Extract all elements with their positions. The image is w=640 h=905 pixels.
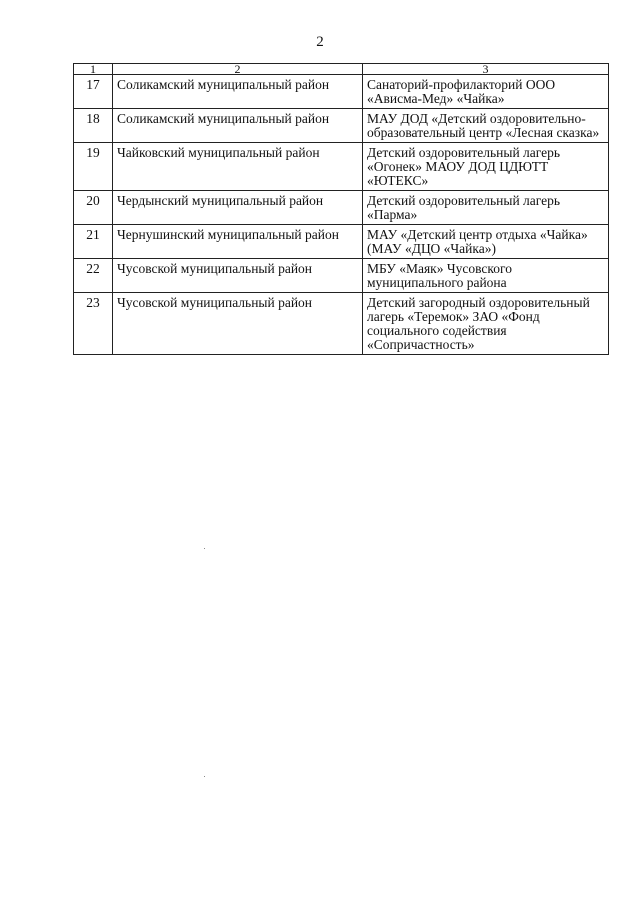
district-cell: Соликамский муниципальный район <box>113 109 363 143</box>
table-row <box>74 143 609 191</box>
row-number: 20 <box>74 191 113 225</box>
column-header-1: 1 <box>74 64 113 75</box>
row-number: 22 <box>74 259 113 293</box>
row-number: 23 <box>74 293 113 355</box>
row-number: 19 <box>74 143 113 191</box>
table-row <box>74 75 609 109</box>
facility-cell: МАУ «Детский центр отдыха «Чайка» (МАУ «ДЦО «Чайка») <box>363 225 609 259</box>
district-cell: Чернушинский муниципальный район <box>113 225 363 259</box>
table-row <box>74 259 609 293</box>
camps-table <box>73 63 609 355</box>
scan-speck <box>204 548 205 549</box>
district-cell: Чусовской муниципальный район <box>113 293 363 355</box>
row-number: 21 <box>74 225 113 259</box>
column-header-3: 3 <box>363 64 609 75</box>
table-row <box>74 109 609 143</box>
scan-speck <box>204 776 205 777</box>
district-cell: Чердынский муниципальный район <box>113 191 363 225</box>
district-cell: Чусовской муниципальный район <box>113 259 363 293</box>
district-cell: Чайковский муниципальный район <box>113 143 363 191</box>
facility-cell: Детский оздоровительный лагерь «Парма» <box>363 191 609 225</box>
row-number: 17 <box>74 75 113 109</box>
row-number: 18 <box>74 109 113 143</box>
facility-cell: Санаторий-профилакторий ООО «Ависма-Мед» «Чайка» <box>363 75 609 109</box>
facility-cell: МБУ «Маяк» Чусовского муниципального района <box>363 259 609 293</box>
facility-cell: МАУ ДОД «Детский оздоровительно-образовательный центр «Лесная сказка» <box>363 109 609 143</box>
page-number: 2 <box>316 34 324 50</box>
table-row <box>74 293 609 355</box>
table-row <box>74 225 609 259</box>
facility-cell: Детский оздоровительный лагерь «Огонек» МАОУ ДОД ЦДЮТТ «ЮТЕКС» <box>363 143 609 191</box>
table-header-row <box>74 64 609 75</box>
facility-cell: Детский загородный оздоровительный лагерь «Теремок» ЗАО «Фонд социального содействия «Сопричастность» <box>363 293 609 355</box>
district-cell: Соликамский муниципальный район <box>113 75 363 109</box>
table-row <box>74 191 609 225</box>
column-header-2: 2 <box>113 64 363 75</box>
